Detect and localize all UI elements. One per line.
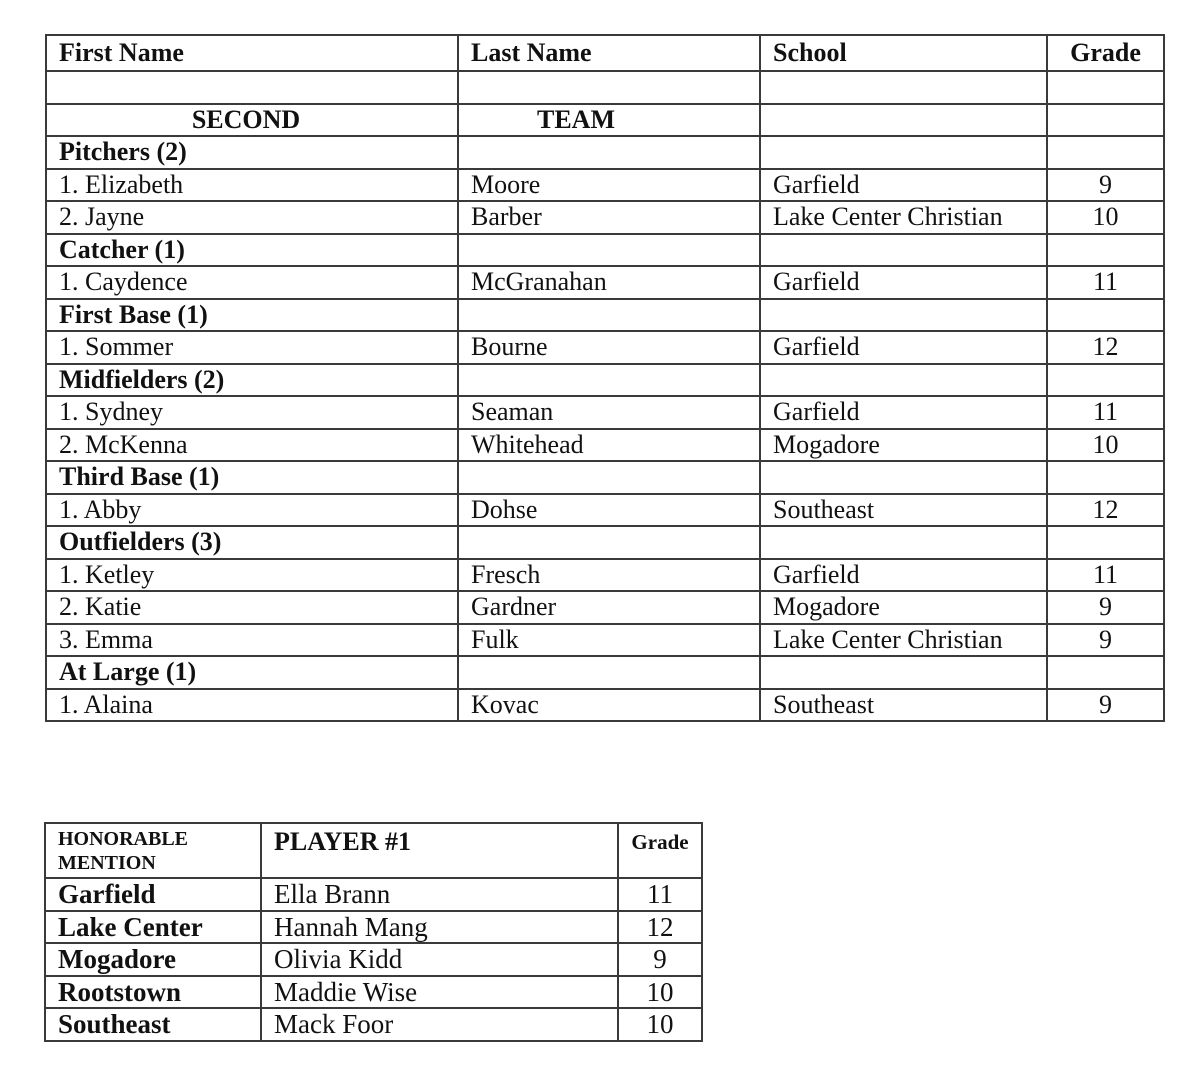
position-group-label: Pitchers (2)	[46, 136, 458, 169]
player-school: Southeast	[760, 689, 1047, 722]
header-last-name: Last Name	[458, 35, 760, 71]
player-last-name: Fulk	[458, 624, 760, 657]
player-row	[46, 429, 1164, 462]
player-grade: 9	[1047, 624, 1164, 657]
player-school: Garfield	[760, 331, 1047, 364]
roster-table-body	[46, 35, 1164, 721]
position-group-label: Outfielders (3)	[46, 526, 458, 559]
player-first-name: 1. Abby	[46, 494, 458, 527]
player-last-name: Kovac	[458, 689, 760, 722]
player-last-name: Gardner	[458, 591, 760, 624]
player-first-name: 3. Emma	[46, 624, 458, 657]
player-row	[46, 201, 1164, 234]
honorable-mention-row	[45, 1008, 702, 1041]
hm-school: Mogadore	[45, 943, 261, 976]
position-group-label: Midfielders (2)	[46, 364, 458, 397]
header-first-name: First Name	[46, 35, 458, 71]
player-first-name: 1. Alaina	[46, 689, 458, 722]
player-last-name: McGranahan	[458, 266, 760, 299]
header-grade: Grade	[1047, 35, 1164, 71]
grade-label: Grade	[618, 823, 702, 878]
position-group-row	[46, 461, 1164, 494]
position-group-label: At Large (1)	[46, 656, 458, 689]
honorable-mention-label: HONORABLE MENTION	[45, 823, 261, 878]
player-grade: 12	[1047, 331, 1164, 364]
hm-player-name: Hannah Mang	[261, 911, 618, 944]
second-team-roster-table	[45, 34, 1165, 722]
player-first-name: 2. McKenna	[46, 429, 458, 462]
position-group-row	[46, 299, 1164, 332]
player-last-name: Barber	[458, 201, 760, 234]
player-school: Mogadore	[760, 591, 1047, 624]
player-row	[46, 624, 1164, 657]
honorable-mention-table	[44, 822, 703, 1042]
player-first-name: 1. Sommer	[46, 331, 458, 364]
player-grade: 9	[1047, 169, 1164, 202]
position-group-row	[46, 136, 1164, 169]
roster-blank-row	[46, 71, 1164, 104]
position-group-row	[46, 364, 1164, 397]
roster-header-row	[46, 35, 1164, 71]
hm-school: Rootstown	[45, 976, 261, 1009]
player-first-name: 1. Elizabeth	[46, 169, 458, 202]
section-title-team: TEAM	[458, 104, 760, 137]
hm-player-name: Maddie Wise	[261, 976, 618, 1009]
player-grade: 10	[1047, 201, 1164, 234]
player-grade: 12	[1047, 494, 1164, 527]
player-school: Lake Center Christian	[760, 624, 1047, 657]
player-first-name: 1. Sydney	[46, 396, 458, 429]
player-label: PLAYER #1	[261, 823, 618, 878]
hm-player-name: Olivia Kidd	[261, 943, 618, 976]
player-last-name: Seaman	[458, 396, 760, 429]
player-row	[46, 689, 1164, 722]
hm-grade: 9	[618, 943, 702, 976]
player-first-name: 2. Jayne	[46, 201, 458, 234]
player-row	[46, 266, 1164, 299]
player-row	[46, 396, 1164, 429]
hm-player-name: Ella Brann	[261, 878, 618, 911]
hm-school: Lake Center	[45, 911, 261, 944]
player-grade: 10	[1047, 429, 1164, 462]
position-group-row	[46, 234, 1164, 267]
player-grade: 11	[1047, 559, 1164, 592]
player-grade: 11	[1047, 396, 1164, 429]
player-row	[46, 169, 1164, 202]
player-row	[46, 591, 1164, 624]
player-last-name: Bourne	[458, 331, 760, 364]
position-group-label: First Base (1)	[46, 299, 458, 332]
hm-grade: 11	[618, 878, 702, 911]
player-last-name: Moore	[458, 169, 760, 202]
position-group-label: Third Base (1)	[46, 461, 458, 494]
player-grade: 11	[1047, 266, 1164, 299]
hm-grade: 12	[618, 911, 702, 944]
hm-grade: 10	[618, 976, 702, 1009]
position-group-row	[46, 526, 1164, 559]
player-school: Lake Center Christian	[760, 201, 1047, 234]
hm-player-name: Mack Foor	[261, 1008, 618, 1041]
player-grade: 9	[1047, 689, 1164, 722]
section-title-second: SECOND	[46, 104, 458, 137]
honorable-mention-row	[45, 878, 702, 911]
honorable-mention-header-row	[45, 823, 702, 878]
honorable-mention-table-body	[45, 823, 702, 1041]
player-first-name: 1. Caydence	[46, 266, 458, 299]
player-school: Garfield	[760, 559, 1047, 592]
position-group-row	[46, 656, 1164, 689]
honorable-mention-row	[45, 943, 702, 976]
player-last-name: Fresch	[458, 559, 760, 592]
player-grade: 9	[1047, 591, 1164, 624]
header-school: School	[760, 35, 1047, 71]
hm-grade: 10	[618, 1008, 702, 1041]
player-school: Garfield	[760, 396, 1047, 429]
player-last-name: Dohse	[458, 494, 760, 527]
player-row	[46, 494, 1164, 527]
player-row	[46, 331, 1164, 364]
hm-school: Southeast	[45, 1008, 261, 1041]
player-school: Mogadore	[760, 429, 1047, 462]
roster-section-title-row	[46, 104, 1164, 137]
honorable-mention-row	[45, 976, 702, 1009]
player-last-name: Whitehead	[458, 429, 760, 462]
player-school: Garfield	[760, 266, 1047, 299]
position-group-label: Catcher (1)	[46, 234, 458, 267]
player-first-name: 2. Katie	[46, 591, 458, 624]
hm-school: Garfield	[45, 878, 261, 911]
player-school: Garfield	[760, 169, 1047, 202]
player-school: Southeast	[760, 494, 1047, 527]
player-first-name: 1. Ketley	[46, 559, 458, 592]
honorable-mention-row	[45, 911, 702, 944]
player-row	[46, 559, 1164, 592]
